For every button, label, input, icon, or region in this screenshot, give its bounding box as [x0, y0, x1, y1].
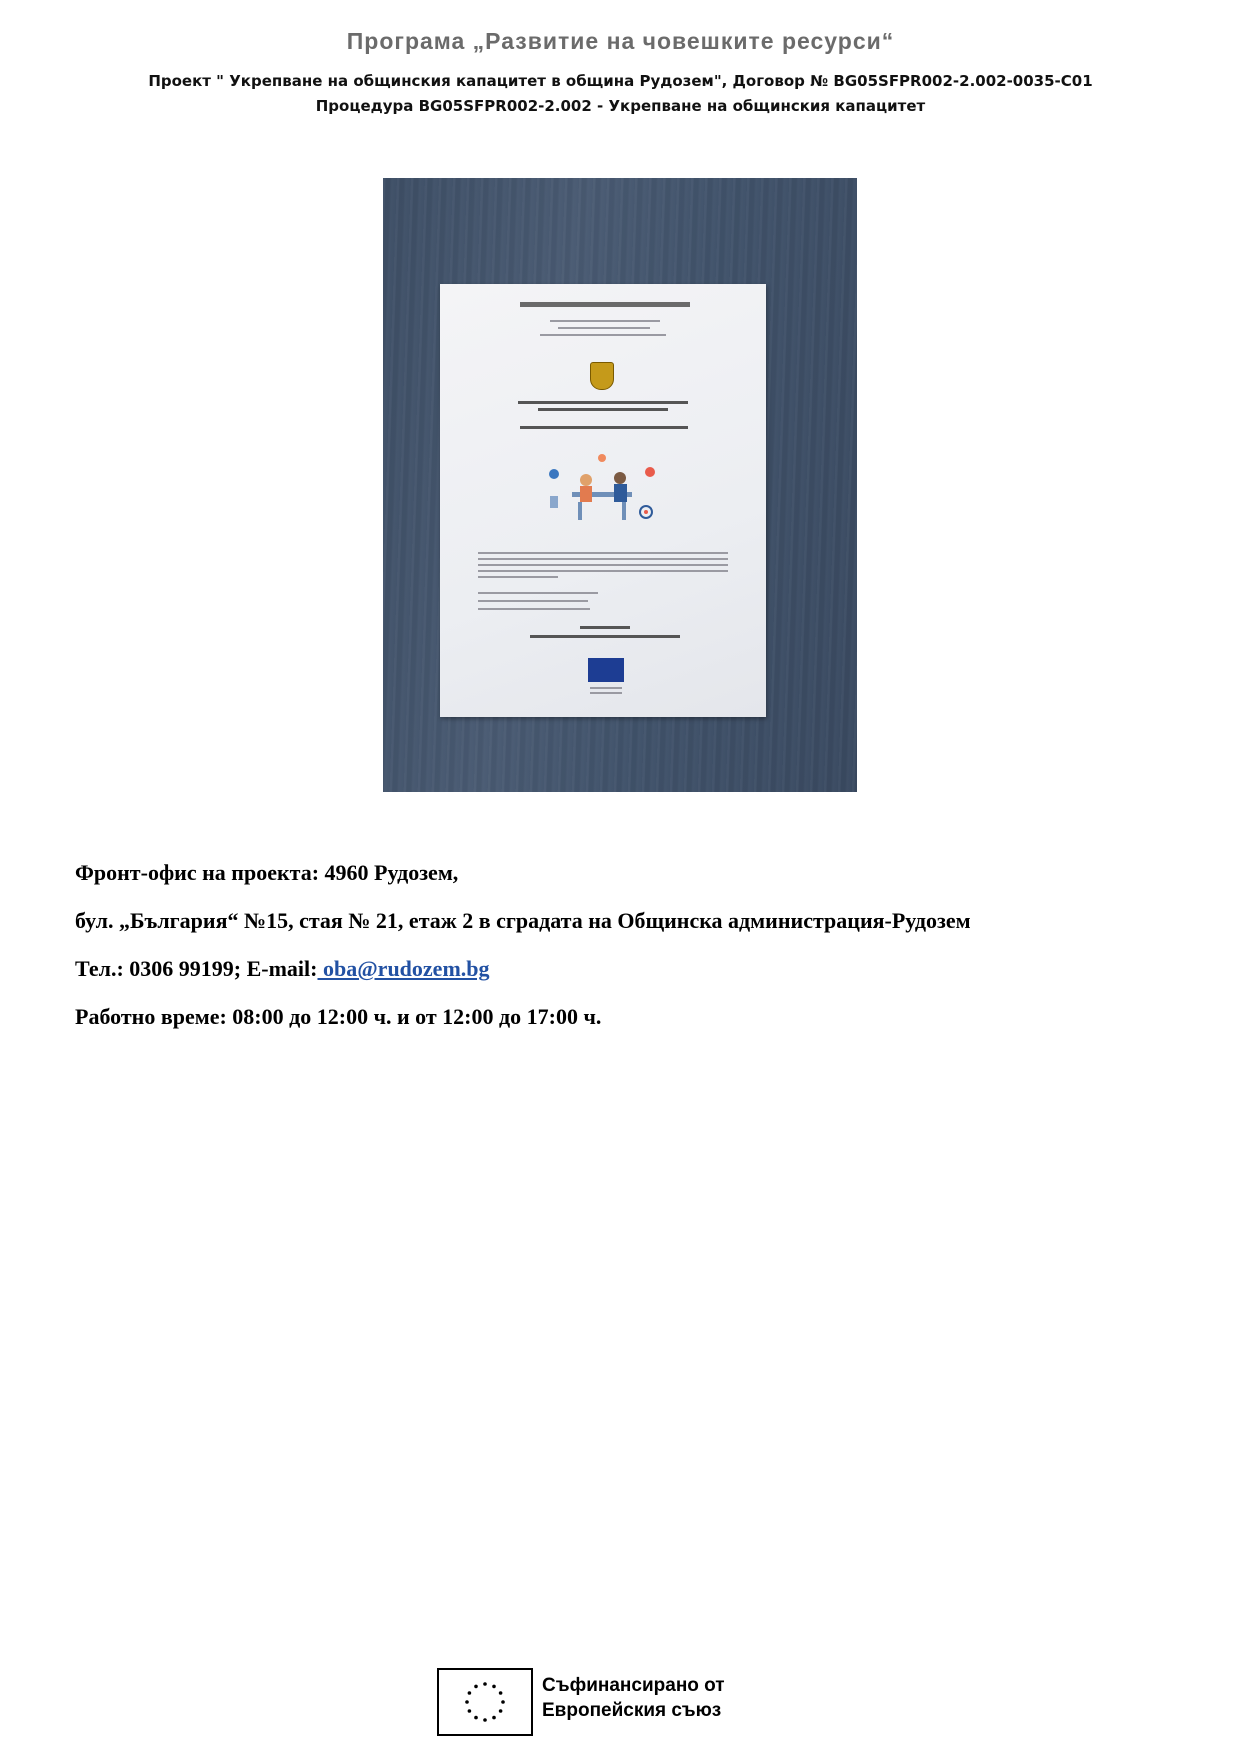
poster-sheet [440, 284, 766, 717]
procedure-line: Процедура BG05SFPR002-2.002 - Укрепване на общинския капацитет [315, 97, 926, 115]
poster-text-line [580, 626, 630, 629]
eu-cofunded-logo [437, 1668, 757, 1738]
poster-title-line [520, 302, 690, 307]
phone-text: Тел.: 0306 99199; E-mail: [75, 956, 318, 981]
poster-text-line [478, 576, 558, 578]
poster-text-line [558, 327, 650, 329]
address-line: бул. „България“ №15, стая № 21, етаж 2 в сградата на Общинска администрация-Рудозем [75, 908, 971, 933]
poster-text-line [590, 692, 622, 694]
municipality-crest-icon [590, 362, 614, 390]
poster-text-line [538, 408, 668, 411]
eu-stars-icon [439, 1670, 531, 1734]
poster-text-line [518, 401, 688, 404]
email-link[interactable]: oba@rudozem.bg [317, 956, 490, 981]
poster-text-line [478, 570, 728, 572]
poster-text-line [478, 600, 588, 602]
poster-text-line [478, 564, 728, 566]
poster-text-line [478, 592, 598, 594]
program-title: Програма „Развитие на човешките ресурси“ [346, 28, 895, 54]
eu-flag-icon [588, 658, 624, 682]
eu-flag-icon [437, 1668, 533, 1736]
front-office-line: Фронт-офис на проекта: 4960 Рудозем, [75, 860, 459, 885]
eu-caption-line-1: Съфинансирано от [542, 1675, 725, 1696]
eu-cofunded-caption [542, 1673, 725, 1723]
poster-text-line [478, 608, 590, 610]
project-contract-line: Проект " Укрепване на общинския капацитет в община Рудозем", Договор № BG05SFPR002-2.002-0035-C01 [148, 72, 1093, 90]
poster-text-line [550, 320, 660, 322]
eu-caption-line-2: Европейския съюз [542, 1700, 722, 1721]
poster-text-line [590, 687, 622, 689]
contact-line [75, 956, 490, 982]
poster-text-line [478, 552, 728, 554]
poster-text-line [478, 558, 728, 560]
poster-text-line [540, 334, 666, 336]
working-hours-line: Работно време: 08:00 до 12:00 ч. и от 12:00 до 17:00 ч. [75, 1004, 602, 1029]
poster-on-door-photo [383, 178, 857, 792]
poster-text-line [530, 635, 680, 638]
meeting-illustration-icon [542, 452, 664, 530]
poster-text-line [520, 426, 688, 429]
